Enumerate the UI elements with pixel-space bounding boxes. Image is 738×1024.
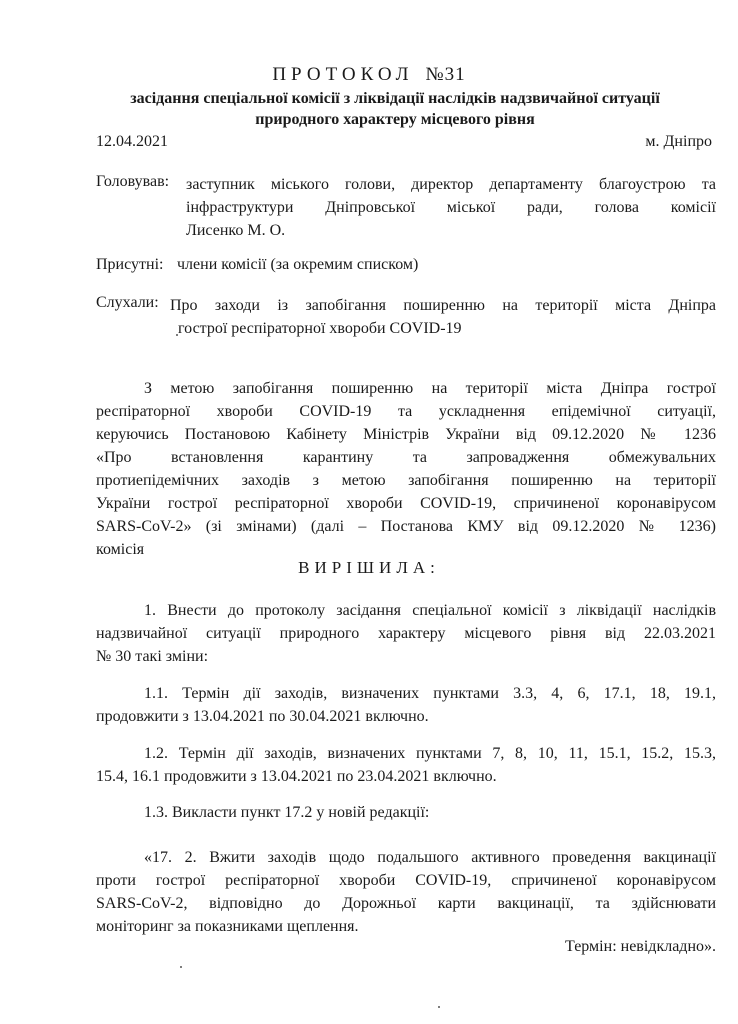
item-1-3: 1.3. Викласти пункт 17.2 у новій редакції: (144, 804, 430, 821)
scan-speck (180, 966, 182, 968)
chaired-label: Головував: (96, 173, 170, 190)
heard-line: гострої респіраторної хвороби COVID-19 (178, 320, 462, 337)
item-1-1-line: 1.1. Термін дії заходів, визначених пунктами 3.3, 4, 6, 17.1, 18, 19.1, (144, 685, 716, 702)
chaired-line: Лисенко М. О. (186, 222, 286, 239)
quote-line: проти гострої респіраторної хвороби COVID-19, спричиненої коронавірусом (96, 872, 716, 889)
heard-label: Слухали: (96, 294, 159, 311)
item-1-1 (96, 682, 716, 728)
preamble-line: SARS-CoV-2» (зі змінами) (далі – Постанова КМУ від 09.12.2020 № 1236) (96, 518, 716, 535)
protocol-date: 12.04.2021 (96, 133, 168, 150)
preamble-paragraph (96, 377, 716, 561)
protocol-title (0, 64, 738, 86)
quote-line: «17. 2. Вжити заходів щодо подальшого активного проведення вакцинації (144, 849, 716, 866)
protocol-title-word: ПРОТОКОЛ (272, 64, 414, 85)
heard-text (170, 294, 716, 340)
protocol-number: №31 (425, 64, 466, 85)
item-1-line: 1. Внести до протоколу засідання спеціальної комісії з ліквідації наслідків (144, 602, 716, 619)
item-1-2-line: 1.2. Термін дії заходів, визначених пунктами 7, 8, 10, 11, 15.1, 15.2, 15.3, (144, 745, 716, 762)
item-17-2-quote (96, 846, 716, 938)
preamble-line: протиепідемічних заходів з метою запобігання поширенню на території (96, 472, 716, 489)
preamble-line: комісія (96, 541, 145, 558)
item-1-line: № 30 такі зміни: (96, 648, 209, 665)
protocol-subtitle-line-1: засідання спеціальної комісії з ліквідації наслідків надзвичайної ситуації (130, 90, 660, 107)
preamble-line: України гострої респіраторної хвороби COVID-19, спричиненої коронавірусом (96, 495, 716, 512)
decided-heading: ВИРІШИЛА: (298, 558, 440, 577)
preamble-line: керуючись Постановою Кабінету Міністрів України від 09.12.2020 № 1236 (96, 426, 716, 443)
chaired-line: заступник міського голови, директор департаменту благоустрою та (186, 176, 716, 193)
preamble-line: «Про встановлення карантину та запровадження обмежувальних (96, 449, 716, 466)
protocol-subtitle-line-2: природного характеру місцевого рівня (255, 111, 535, 128)
chaired-text (186, 173, 716, 242)
item-1 (96, 599, 716, 668)
present-text: члени комісії (за окремим списком) (177, 256, 419, 273)
scan-speck (176, 334, 178, 336)
deadline-text: Термін: невідкладно». (565, 938, 716, 955)
preamble-line: респіраторної хвороби COVID-19 та ускладнення епідемічної ситуації, (96, 403, 716, 420)
heard-line: Про заходи із запобігання поширенню на території міста Дніпра (170, 297, 716, 314)
protocol-city: м. Дніпро (645, 133, 712, 150)
chaired-line: інфраструктури Дніпровської міської ради, голова комісії (186, 199, 716, 216)
scan-speck (438, 1006, 440, 1008)
item-1-2-line: 15.4, 16.1 продовжити з 13.04.2021 по 23.04.2021 включно. (96, 768, 497, 785)
item-1-line: надзвичайної ситуації природного характеру місцевого рівня від 22.03.2021 (96, 625, 716, 642)
quote-line: моніторинг за показниками щеплення. (96, 918, 359, 935)
item-1-2 (96, 742, 716, 788)
present-label: Присутні: (96, 256, 164, 273)
item-1-1-line: продовжити з 13.04.2021 по 30.04.2021 включно. (96, 708, 429, 725)
preamble-line: З метою запобігання поширенню на території міста Дніпра гострої (144, 380, 716, 397)
quote-line: SARS-CoV-2, відповідно до Дорожньої карти вакцинації, та здійснювати (96, 895, 716, 912)
